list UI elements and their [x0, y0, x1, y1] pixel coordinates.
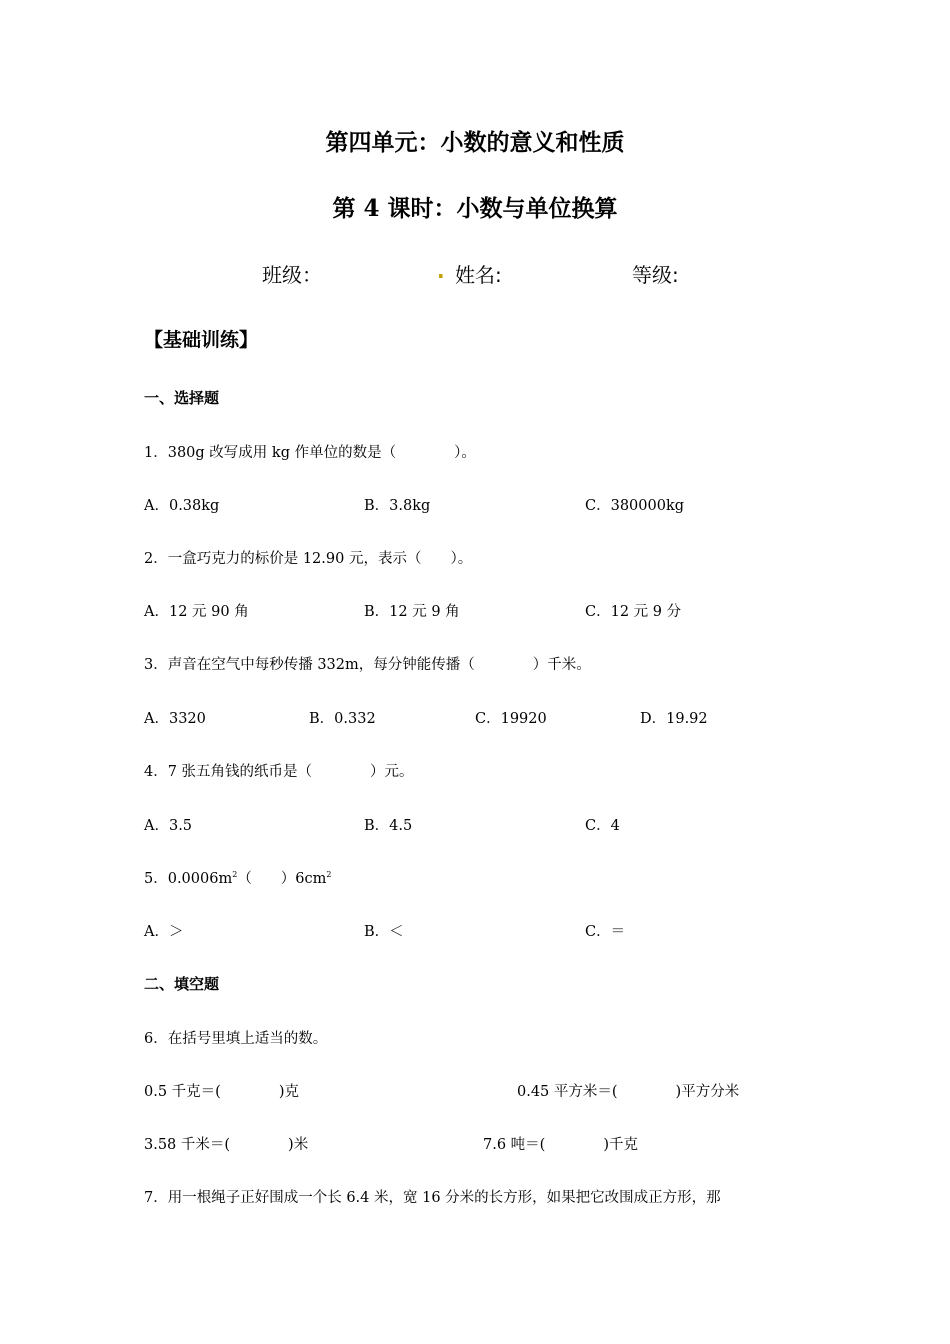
q5-option-b: B．＜ — [364, 924, 404, 940]
question-4: 4．7 张五角钱的纸币是（ ）元。 — [144, 764, 414, 780]
q5-middle: （ ）6cm — [237, 871, 327, 887]
q3-option-a: A．3320 — [144, 711, 206, 727]
part2-heading: 二、填空题 — [144, 975, 220, 993]
q2-option-a: A．12 元 90 角 — [144, 604, 249, 620]
class-label: 班级： — [262, 263, 322, 287]
q6-fill-2: 0.45 平方米＝( )平方分米 — [517, 1084, 740, 1100]
section-heading: 【基础训练】 — [144, 329, 259, 351]
question-5 — [144, 867, 332, 888]
name-label: 姓名: — [455, 263, 502, 287]
question-3: 3．声音在空气中每秒传播 332m，每分钟能传播（ ）千米。 — [144, 657, 591, 673]
q5-prefix: 5．0.0006m — [144, 871, 233, 887]
question-1: 1．380g 改写成用 kg 作单位的数是（ ）。 — [144, 445, 476, 461]
unit-title: 第四单元：小数的意义和性质 — [325, 129, 625, 156]
q5-superscript-2: 2 — [326, 870, 332, 880]
q4-option-a: A．3.5 — [144, 818, 193, 834]
q5-option-a: A．＞ — [144, 924, 184, 940]
q1-option-b: B．3.8kg — [364, 498, 431, 514]
q6-fill-3: 3.58 千米＝( )米 — [144, 1137, 309, 1153]
question-2: 2．一盒巧克力的标价是 12.90 元，表示（ ）。 — [144, 551, 473, 567]
q5-option-c: C．＝ — [585, 924, 626, 940]
q3-option-b: B．0.332 — [309, 711, 376, 727]
q2-option-c: C．12 元 9 分 — [585, 604, 682, 620]
q1-option-c: C．380000kg — [585, 498, 685, 514]
question-6: 6．在括号里填上适当的数。 — [144, 1031, 328, 1047]
part1-heading: 一、选择题 — [144, 389, 220, 407]
grade-label: 等级: — [632, 263, 679, 287]
question-7: 7．用一根绳子正好围成一个长 6.4 米，宽 16 分米的长方形，如果把它改围成正方形，那 — [144, 1190, 721, 1206]
q4-option-c: C．4 — [585, 818, 620, 834]
q6-fill-1: 0.5 千克＝( )克 — [144, 1084, 299, 1100]
q4-option-b: B．4.5 — [364, 818, 413, 834]
q2-option-b: B．12 元 9 角 — [364, 604, 460, 620]
lesson-title: 第 4 课时：小数与单位换算 — [332, 195, 618, 222]
q3-option-c: C．19920 — [475, 711, 547, 727]
q5-superscript-1: 2 — [232, 870, 238, 880]
q6-fill-4: 7.6 吨＝( )千克 — [483, 1137, 638, 1153]
separator-dot: . — [437, 259, 445, 283]
q1-option-a: A．0.38kg — [144, 498, 220, 514]
q3-option-d: D．19.92 — [640, 711, 708, 727]
